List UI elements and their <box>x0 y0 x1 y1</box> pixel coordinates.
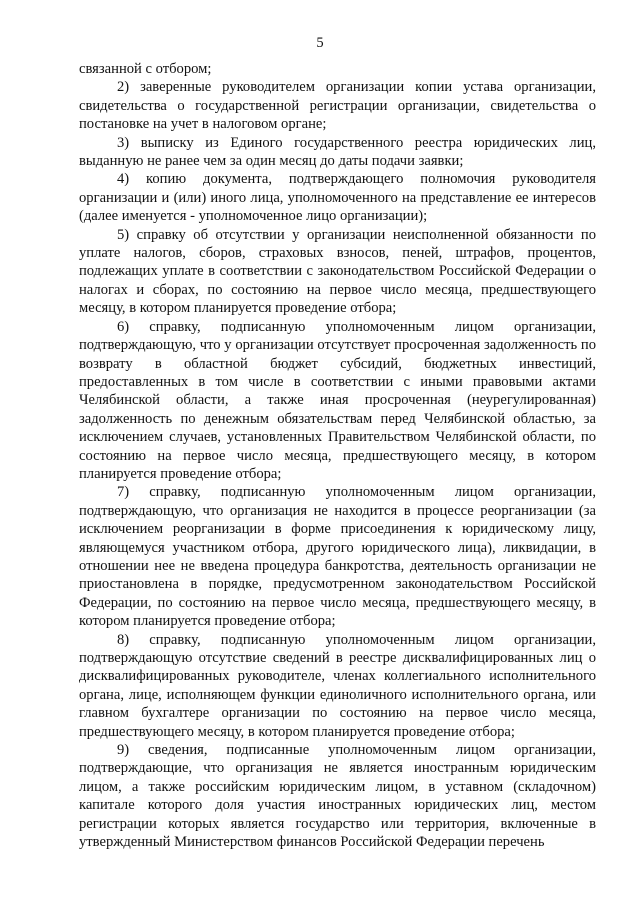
paragraph-item-2: 2) заверенные руководителем организации копии устава организации, свидетельства о государственной регистрации организации, свидетельства о постановке на учет в налоговом органе; <box>79 79 596 133</box>
paragraph-item-6: 6) справку, подписанную уполномоченным лицом организации, подтверждающую, что у организации отсутствует просроченная задолженность по возврату в областной бюджет субсидий, бюджетных инвестиций, предоставленных в том числе в соответствии с иными правовыми актами Челябинской области, а также иная просроченная (неурегулированная) задолженность по денежным обязательствам перед Челябинской областью, за исключением случаев, установленных Правительством Челябинской области, по состоянию на первое число месяца, предшествующего месяцу, в котором планируется проведение отбора; <box>79 318 596 482</box>
paragraph-item-8: 8) справку, подписанную уполномоченным лицом организации, подтверждающую отсутствие сведений в реестре дисквалифицированных лиц о дисквалифицированных руководителе, членах коллегиального исполнительного органа, лице, исполняющем функции единоличного исполнительного органа, или главном бухгалтере организации по состоянию на первое число месяца, предшествующего месяцу, в котором планируется проведение отбора; <box>79 631 596 740</box>
paragraph-item-7: 7) справку, подписанную уполномоченным лицом организации, подтверждающую, что организация не находится в процессе реорганизации (за исключением реорганизации в форме присоединения к юридическому лицу, являющемуся участником отбора, другого юридического лица), ликвидации, в отношении нее не введена процедура банкротства, деятельность организации не приостановлена в порядке, предусмотренном законодательством Российской Федерации, по состоянию на первое число месяца, предшествующего месяцу, в котором планируется проведение отбора; <box>79 484 596 630</box>
paragraph-item-9: 9) сведения, подписанные уполномоченным лицом организации, подтверждающие, что организация не является иностранным юридическим лицом, а также российским юридическим лицом, в уставном (складочном) капитале которого доля участия иностранных юридических лиц, местом регистрации которых является государство или территория, включенные в утвержденный Министерством финансов Российской Федерации перечень <box>79 742 596 851</box>
paragraph-continuation: связанной с отбором; <box>79 61 212 77</box>
paragraph-item-3: 3) выписку из Единого государственного реестра юридических лиц, выданную не ранее чем за один месяц до даты подачи заявки; <box>79 134 596 170</box>
page-number: 5 <box>316 35 324 51</box>
paragraph-item-4: 4) копию документа, подтверждающего полномочия руководителя организации и (или) иного лица, уполномоченного на представление ее интересов (далее именуется - уполномоченное лицо организации); <box>79 171 596 225</box>
document-body <box>79 60 596 851</box>
paragraph-item-5: 5) справку об отсутствии у организации неисполненной обязанности по уплате налогов, сборов, страховых взносов, пеней, штрафов, процентов, подлежащих уплате в соответствии с законодательством Российской Федерации о налогах и сборах, по состоянию на первое число месяца, предшествующего месяцу, в котором планируется проведение отбора; <box>79 226 596 317</box>
